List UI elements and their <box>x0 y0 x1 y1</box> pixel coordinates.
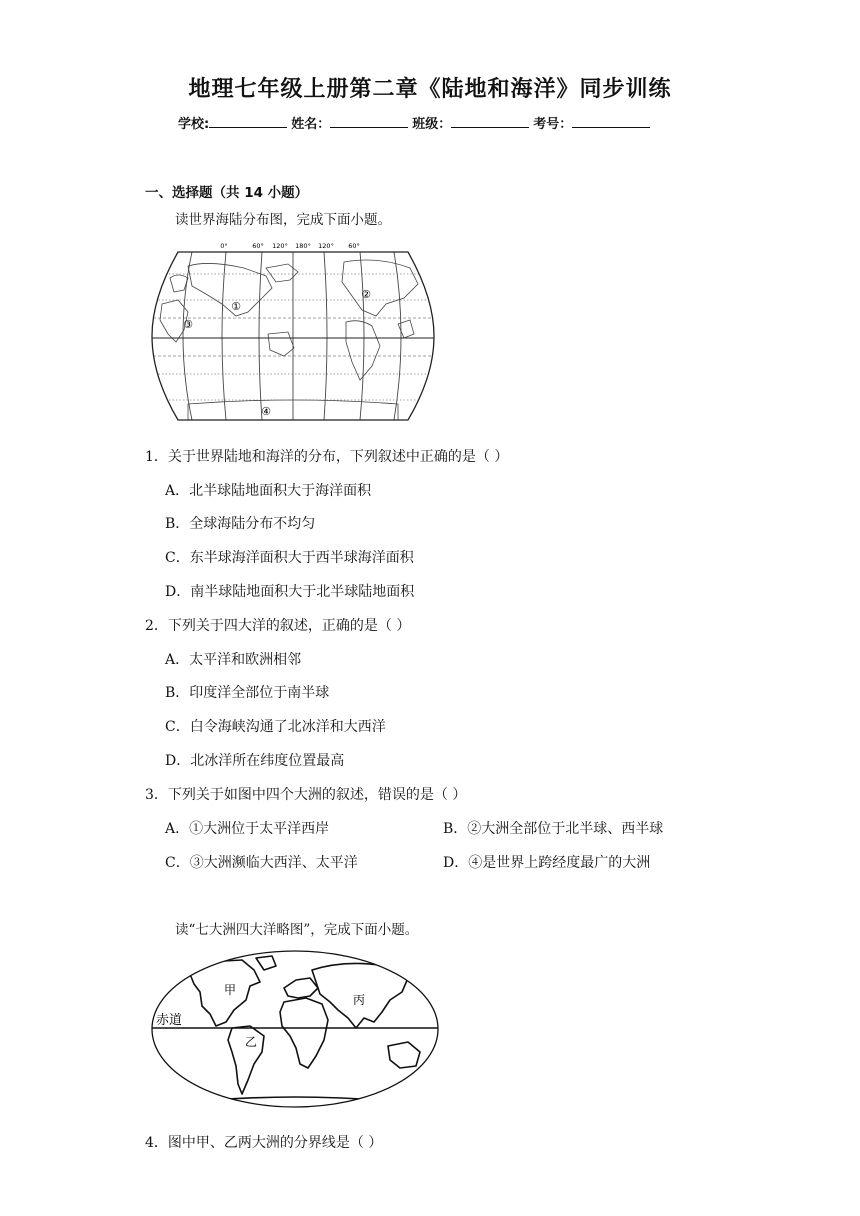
exam-number-blank[interactable] <box>572 114 650 128</box>
name-blank[interactable] <box>330 114 408 128</box>
lon-label: 120° <box>272 242 288 250</box>
lon-label: 60° <box>252 242 264 250</box>
q3-option-d[interactable]: D．④是世界上跨经度最广的大洲 <box>443 855 651 871</box>
continents-oceans-map <box>150 948 442 1110</box>
continent-label-yi: 乙 <box>245 1035 258 1049</box>
q2-option-c[interactable]: C．白令海峡沟通了北冰洋和大西洋 <box>165 719 386 735</box>
marker-4: ④ <box>261 405 271 418</box>
page-title: 地理七年级上册第二章《陆地和海洋》同步训练 <box>188 77 672 102</box>
q3-option-b[interactable]: B．②大洲全部位于北半球、西半球 <box>443 821 664 837</box>
marker-1: ① <box>231 300 241 313</box>
class-label: 班级： <box>412 117 452 132</box>
name-label: 姓名： <box>291 117 331 132</box>
lon-label: 0° <box>220 242 228 250</box>
question-2: 2．下列关于四大洋的叙述，正确的是（ ） <box>145 618 411 634</box>
question-1: 1．关于世界陆地和海洋的分布，下列叙述中正确的是（ ） <box>145 449 509 465</box>
lon-label: 60° <box>348 242 360 250</box>
q2-option-a[interactable]: A．太平洋和欧洲相邻 <box>165 652 302 668</box>
equator-label: 赤道 <box>156 1013 183 1028</box>
q2-option-b[interactable]: B．印度洋全部位于南半球 <box>165 685 330 701</box>
section-heading: 一、选择题（共 14 小题） <box>145 185 309 201</box>
marker-3: ③ <box>183 318 193 331</box>
q3-option-c[interactable]: C．③大洲濒临大西洋、太平洋 <box>165 855 358 871</box>
map2-intro: 读“七大洲四大洋略图”，完成下面小题。 <box>175 922 419 938</box>
continent-label-jia: 甲 <box>224 983 237 997</box>
q1-option-c[interactable]: C．东半球海洋面积大于西半球海洋面积 <box>165 550 414 566</box>
lon-label: 180° <box>295 242 311 250</box>
school-label: 学校: <box>178 117 210 132</box>
school-blank[interactable] <box>209 114 287 128</box>
student-info-line <box>178 113 654 132</box>
q2-option-d[interactable]: D．北冰洋所在纬度位置最高 <box>165 753 345 769</box>
world-land-sea-map <box>148 238 438 426</box>
q1-option-a[interactable]: A．北半球陆地面积大于海洋面积 <box>165 483 372 499</box>
lon-label: 120° <box>318 242 334 250</box>
exam-number-label: 考号： <box>533 117 573 132</box>
map2-outline <box>152 951 438 1107</box>
marker-2: ② <box>361 288 371 301</box>
q1-option-b[interactable]: B．全球海陆分布不均匀 <box>165 516 316 532</box>
map1-intro: 读世界海陆分布图，完成下面小题。 <box>175 212 391 228</box>
q1-option-d[interactable]: D．南半球陆地面积大于北半球陆地面积 <box>165 584 415 600</box>
class-blank[interactable] <box>451 114 529 128</box>
question-4: 4．图中甲、乙两大洲的分界线是（ ） <box>145 1135 383 1151</box>
continent-label-bing: 丙 <box>353 993 366 1007</box>
question-3: 3．下列关于如图中四个大洲的叙述，错误的是（ ） <box>145 787 467 803</box>
q3-option-a[interactable]: A．①大洲位于太平洋西岸 <box>165 821 330 837</box>
